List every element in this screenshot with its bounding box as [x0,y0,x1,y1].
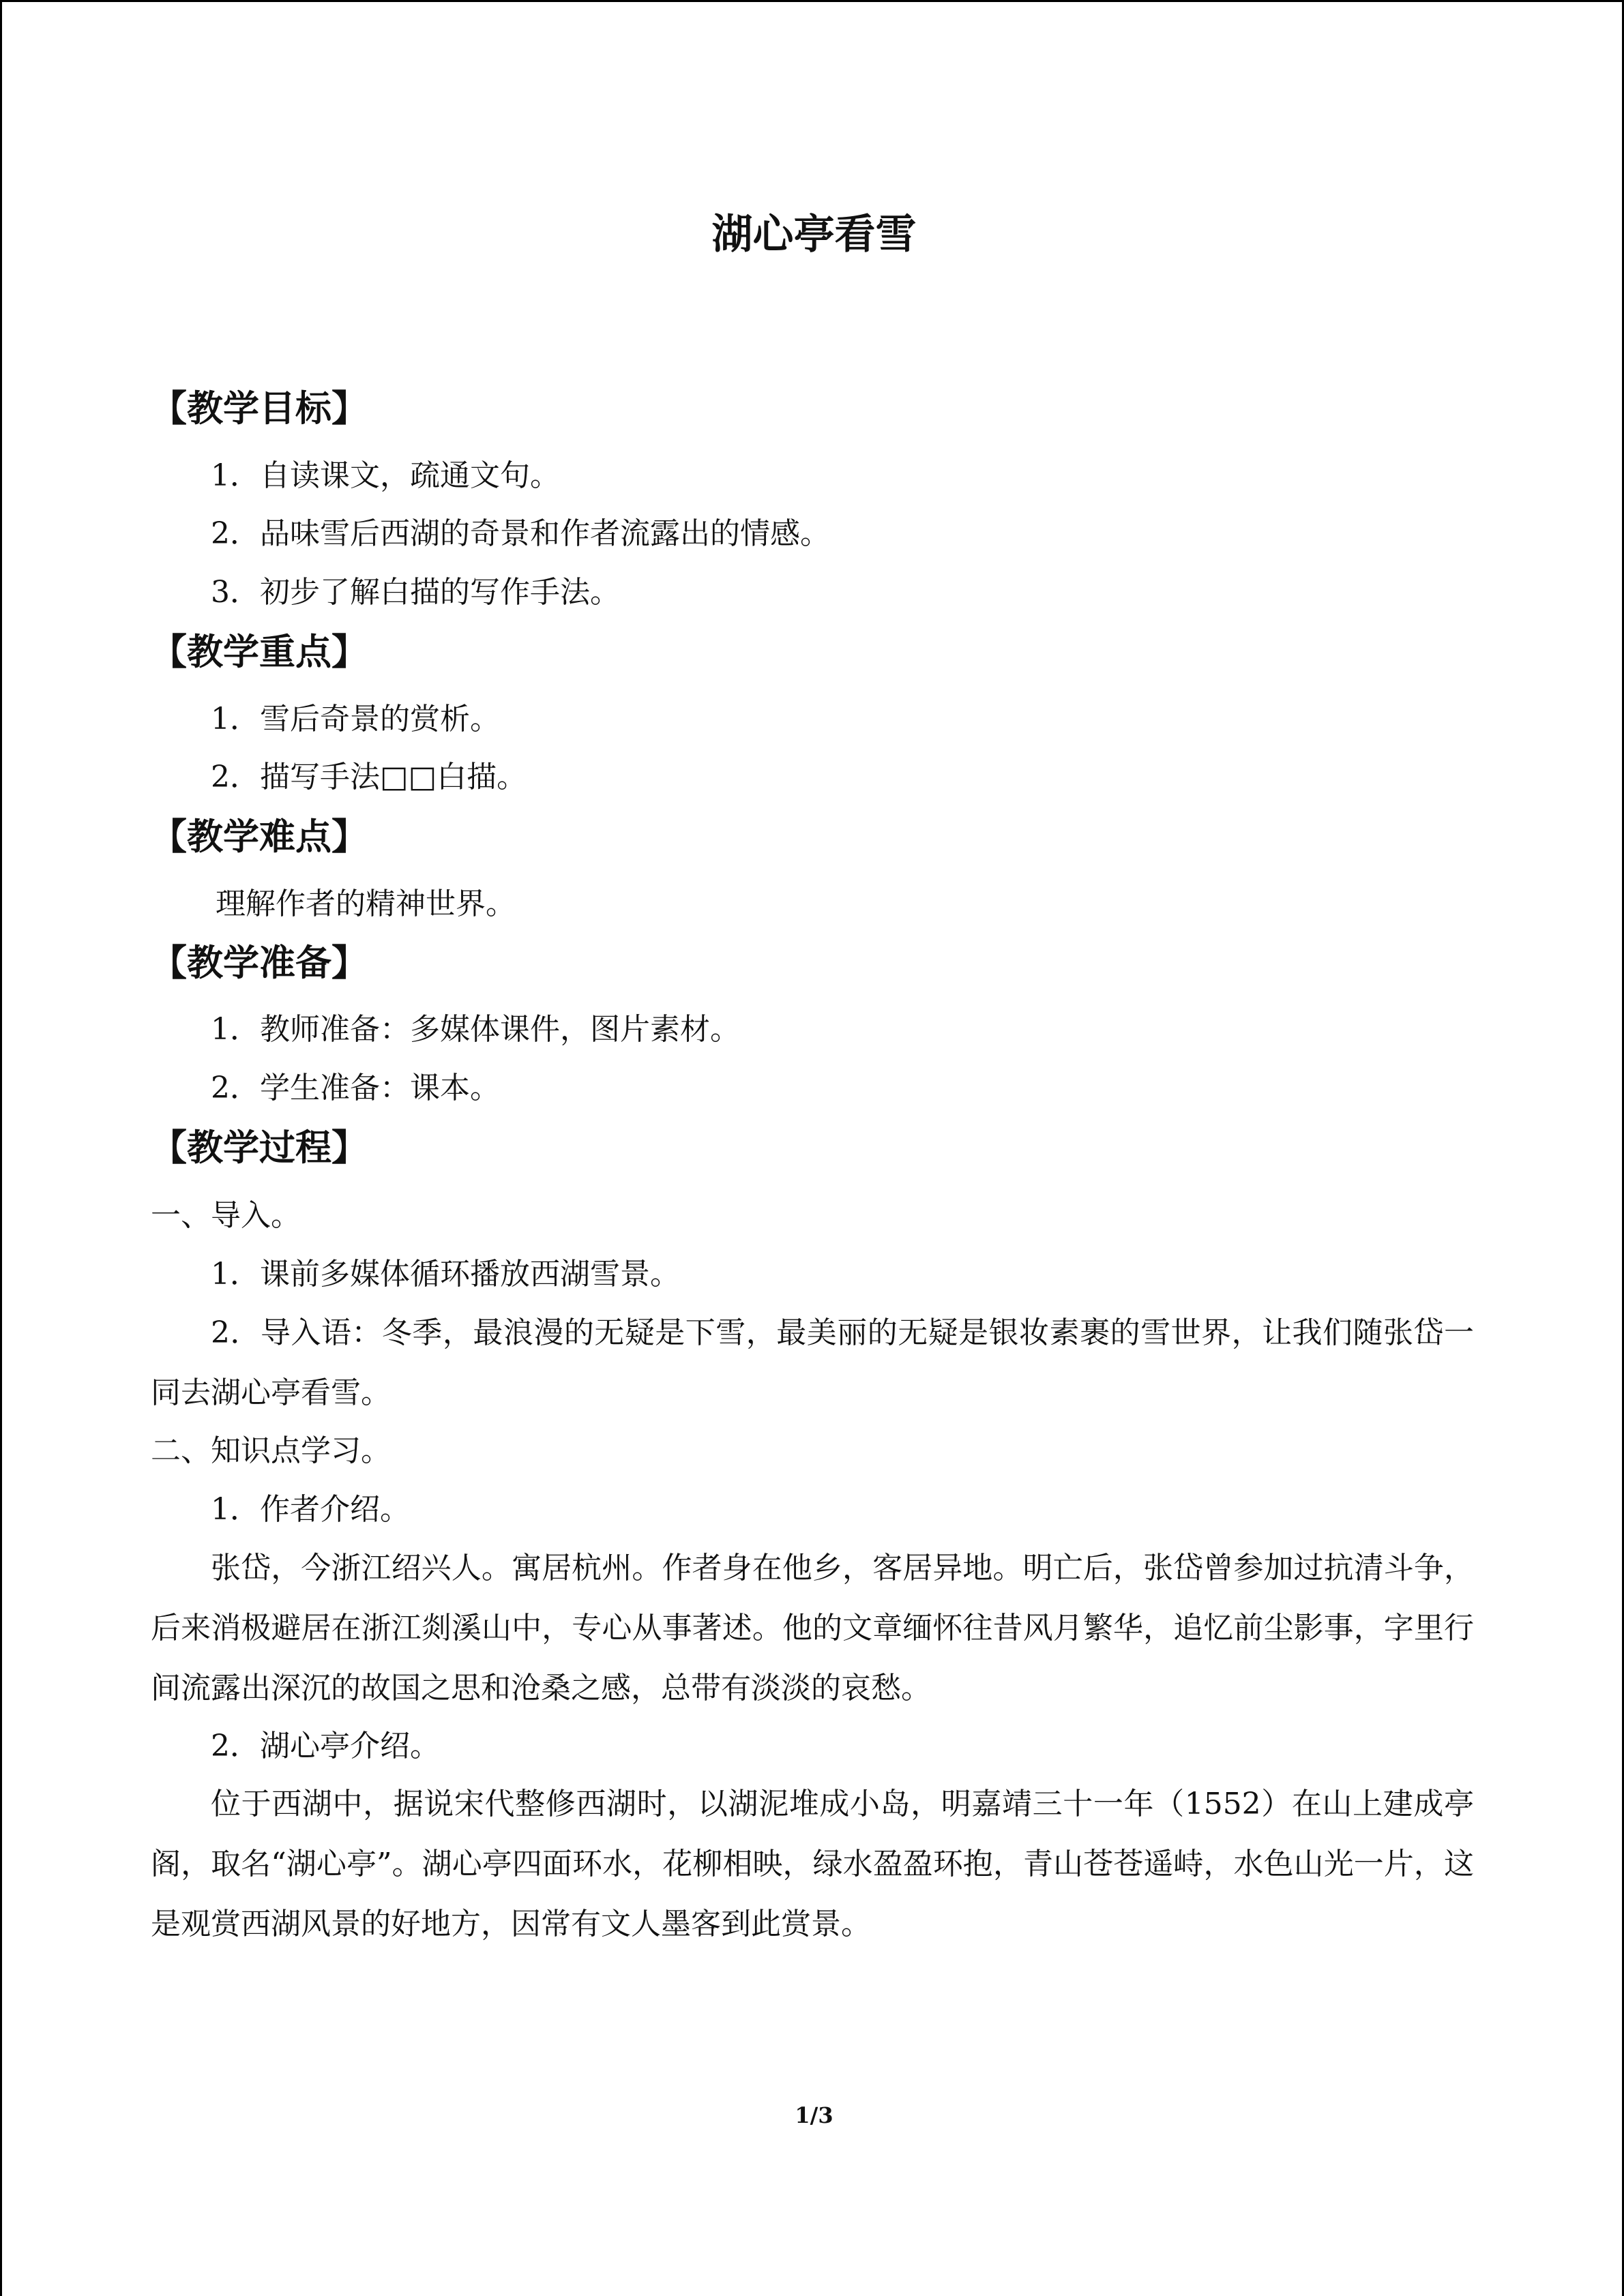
preparation-item-1: 1．教师准备：多媒体课件，图片素材。 [211,1012,740,1047]
goal-item-1: 1．自读课文，疏通文句。 [211,458,560,493]
process-part-1-item-1: 1．课前多媒体循环播放西湖雪景。 [211,1257,680,1292]
heading-teaching-goals: 【教学目标】 [151,387,368,430]
heading-difficulties: 【教学难点】 [151,816,368,859]
key-point-item-2: 2．描写手法□□白描。 [211,760,527,795]
preparation-item-2: 2．学生准备：课本。 [211,1070,500,1105]
process-part-1-title: 一、导入。 [151,1198,301,1234]
document-body [151,387,1474,1954]
key-point-item-1: 1．雪后奇景的赏析。 [211,701,500,736]
process-part-2-title: 二、知识点学习。 [151,1433,391,1468]
goal-item-3: 3．初步了解白描的写作手法。 [211,575,620,610]
author-intro-paragraph: 张岱，今浙江绍兴人。寓居杭州。作者身在他乡，客居异地。明亡后，张岱曾参加过抗清斗争，后来消极避居在浙江剡溪山中，专心从事著述。他的文章缅怀往昔风月繁华，追忆前尘影事，字里行间流露出深沉的故国之思和沧桑之感，总带有淡淡的哀愁。 [151,1550,1474,1705]
difficulty-item-1: 理解作者的精神世界。 [216,886,516,921]
heading-key-points: 【教学重点】 [151,630,368,673]
page-number: 1/3 [795,2102,833,2128]
heading-teaching-process: 【教学过程】 [151,1126,368,1169]
process-part-2-item-2: 2．湖心亭介绍。 [211,1728,440,1763]
heading-preparation: 【教学准备】 [151,941,368,984]
process-part-1-item-2: 2．导入语：冬季，最浪漫的无疑是下雪，最美丽的无疑是银妆素裹的雪世界，让我们随张岱一同去湖心亭看雪。 [151,1315,1474,1410]
pavilion-intro-paragraph: 位于西湖中，据说宋代整修西湖时，以湖泥堆成小岛，明嘉靖三十一年（1552）在山上建成亭阁，取名“湖心亭”。湖心亭四面环水，花柳相映，绿水盈盈环抱，青山苍苍遥峙，水色山光一片，这是观赏西湖风景的好地方，因常有文人墨客到此赏景。 [151,1787,1474,1942]
document-title: 湖心亭看雪 [711,211,917,258]
goal-item-2: 2．品味雪后西湖的奇景和作者流露出的情感。 [211,516,830,552]
process-part-2-item-1: 1．作者介绍。 [211,1491,410,1527]
